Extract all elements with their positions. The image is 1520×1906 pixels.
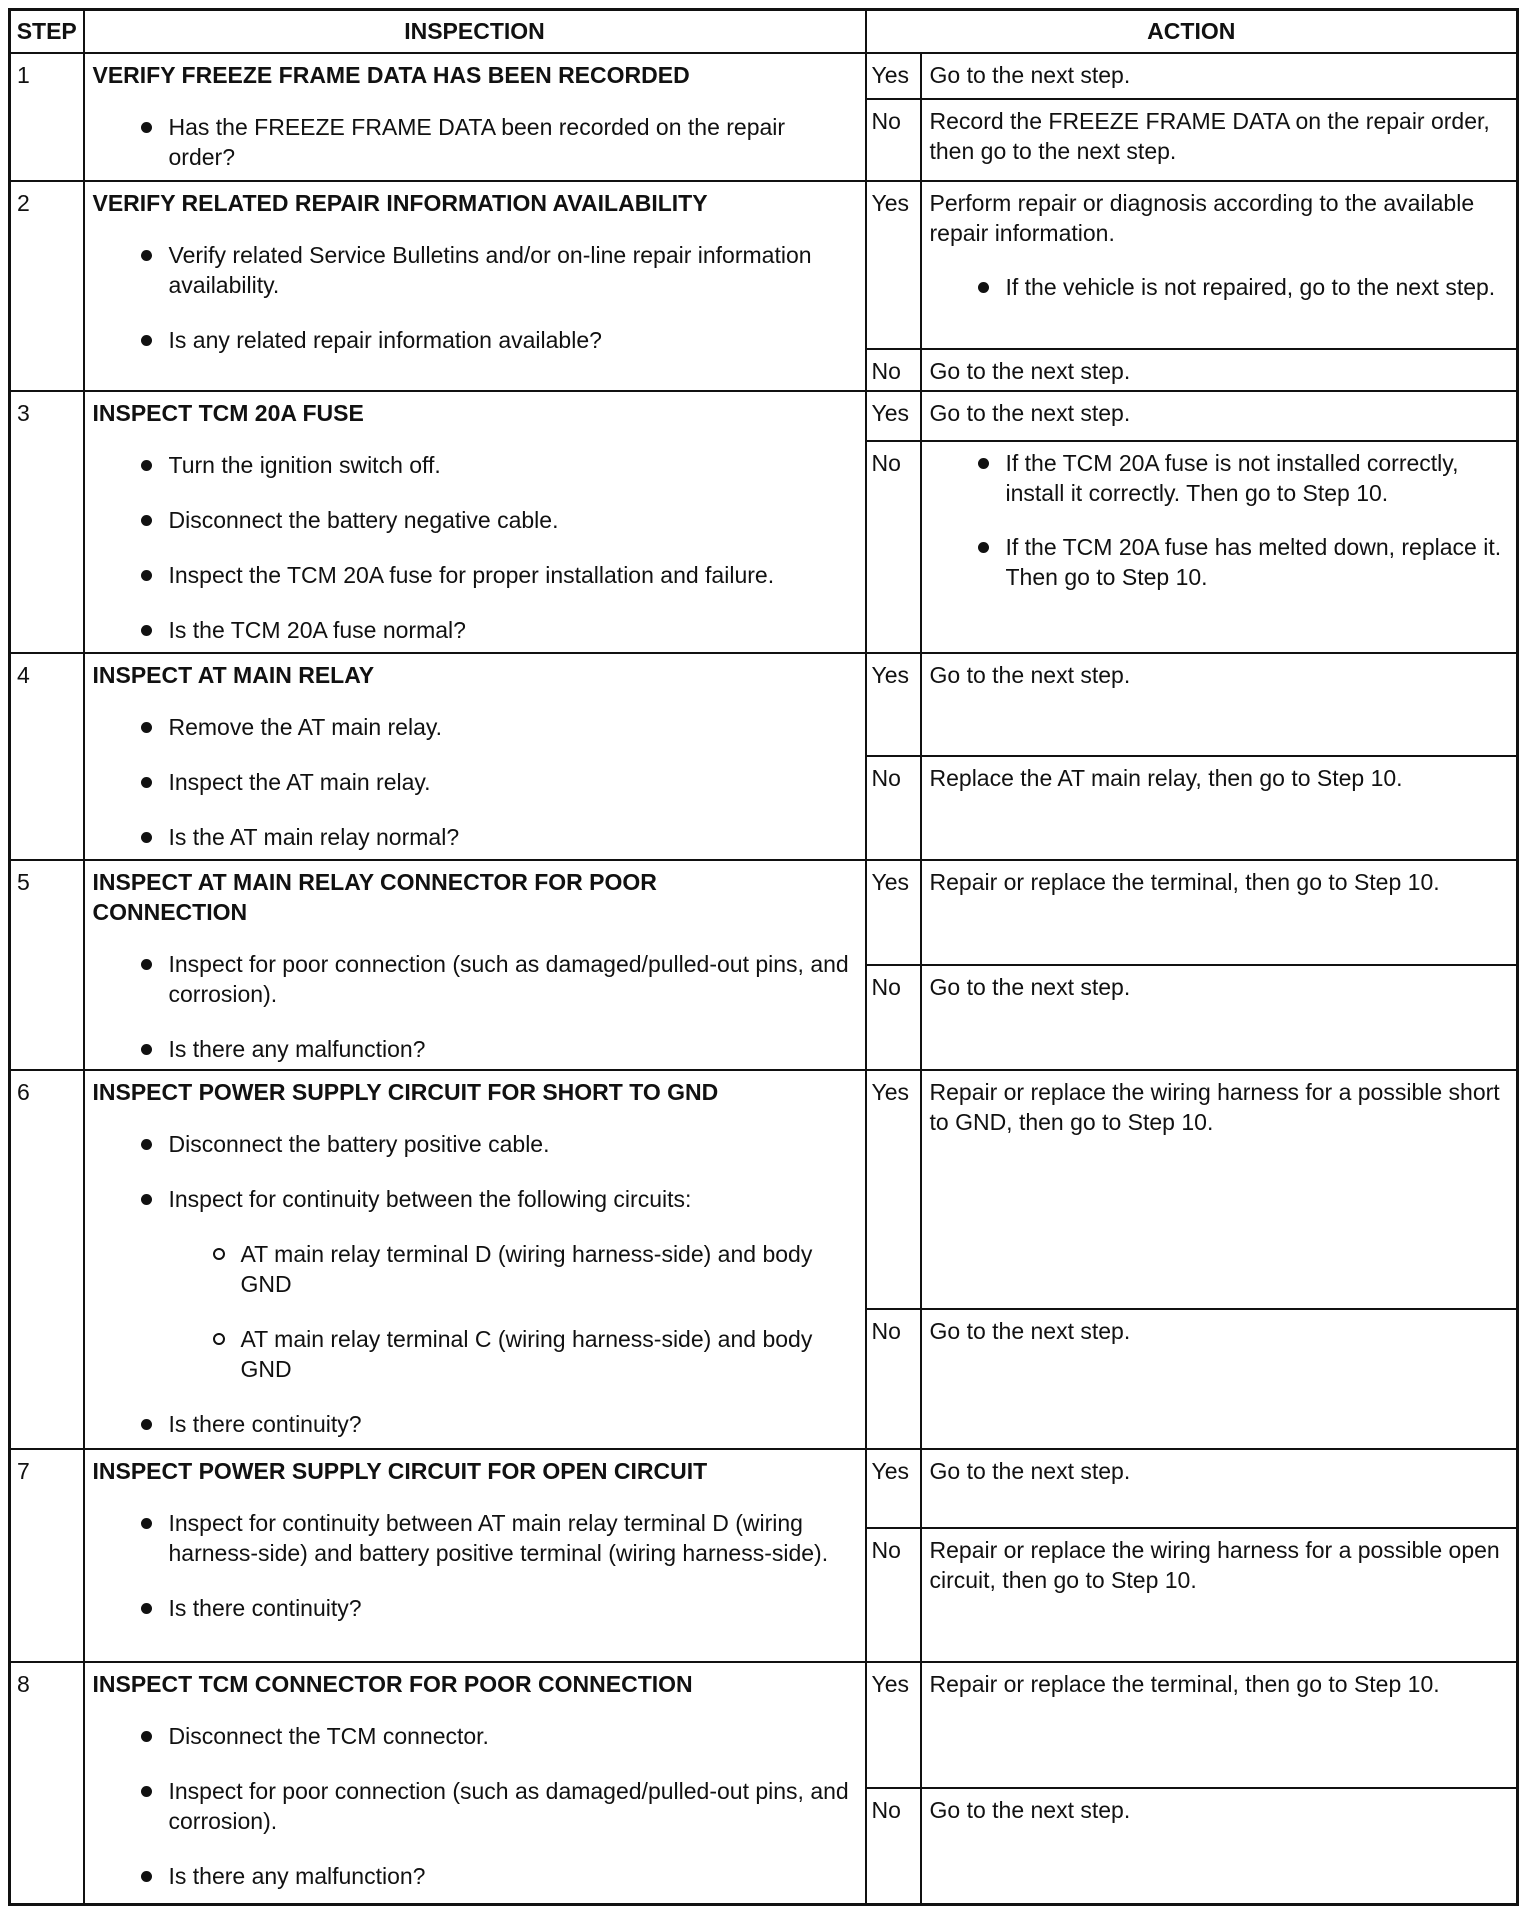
inspection-cell [84, 860, 866, 1070]
no-action: Go to the next step. [921, 349, 1518, 391]
no-action: Record the FREEZE FRAME DATA on the repair order, then go to the next step. [921, 99, 1518, 181]
no-label: No [866, 965, 921, 1070]
step-number: 3 [10, 391, 84, 653]
inspection-bullet: Is any related repair information available? [93, 325, 857, 355]
yes-action: Go to the next step. [921, 653, 1518, 756]
inspection-bullet: Remove the AT main relay. [93, 712, 857, 742]
action-column-header: ACTION [866, 10, 1518, 54]
inspection-sub-bullet: AT main relay terminal C (wiring harness-side) and body GND [167, 1324, 857, 1384]
step-title: INSPECT POWER SUPPLY CIRCUIT FOR OPEN CIRCUIT [92, 1458, 708, 1484]
step-number: 7 [10, 1449, 84, 1662]
table-header-row [10, 10, 1518, 54]
no-action: Go to the next step. [921, 965, 1518, 1070]
yes-label: Yes [866, 860, 921, 965]
step-title: INSPECT AT MAIN RELAY CONNECTOR FOR POOR CONNECTION [92, 869, 657, 925]
no-label: No [866, 756, 921, 860]
step-row-7 [10, 1449, 1518, 1528]
action-bullet: If the vehicle is not repaired, go to the next step. [930, 272, 1509, 302]
no-label: No [866, 1309, 921, 1449]
step-title: INSPECT TCM CONNECTOR FOR POOR CONNECTION [92, 1671, 693, 1697]
yes-label: Yes [866, 1070, 921, 1309]
yes-label: Yes [866, 391, 921, 441]
no-action: Go to the next step. [921, 1309, 1518, 1449]
no-action: Go to the next step. [921, 1788, 1518, 1904]
step-row-6 [10, 1070, 1518, 1309]
step-number: 4 [10, 653, 84, 860]
inspection-cell [84, 653, 866, 860]
inspection-bullet: Disconnect the battery negative cable. [93, 505, 857, 535]
inspection-cell [84, 1070, 866, 1449]
yes-action: Repair or replace the wiring harness for a possible short to GND, then go to Step 10. [921, 1070, 1518, 1309]
inspection-bullet: Is there any malfunction? [93, 1861, 857, 1891]
inspection-bullet: Is there continuity? [93, 1409, 857, 1439]
step-row-5 [10, 860, 1518, 965]
step-number: 6 [10, 1070, 84, 1449]
inspection-cell [84, 1449, 866, 1662]
yes-action: Repair or replace the terminal, then go to Step 10. [921, 860, 1518, 965]
yes-label: Yes [866, 181, 921, 349]
step-number: 8 [10, 1662, 84, 1904]
yes-action-cell [921, 181, 1518, 349]
inspection-bullet: Disconnect the battery positive cable. [93, 1129, 857, 1159]
step-row-3 [10, 391, 1518, 441]
no-label: No [866, 1788, 921, 1904]
no-label: No [866, 349, 921, 391]
step-row-2 [10, 181, 1518, 349]
inspection-bullet: Is the AT main relay normal? [93, 822, 857, 852]
inspection-bullet: Inspect for poor connection (such as damaged/pulled-out pins, and corrosion). [93, 949, 857, 1009]
inspection-column-header: INSPECTION [84, 10, 866, 54]
step-row-4 [10, 653, 1518, 756]
step-title: INSPECT POWER SUPPLY CIRCUIT FOR SHORT TO GND [92, 1079, 719, 1105]
action-bullet: If the TCM 20A fuse has melted down, replace it. Then go to Step 10. [930, 532, 1509, 592]
no-action: Repair or replace the wiring harness for a possible open circuit, then go to Step 10. [921, 1528, 1518, 1662]
step-title: INSPECT TCM 20A FUSE [92, 400, 364, 426]
inspection-bullet: Disconnect the TCM connector. [93, 1721, 857, 1751]
step-number: 2 [10, 181, 84, 391]
inspection-bullet: Is there any malfunction? [93, 1034, 857, 1064]
yes-action: Go to the next step. [921, 391, 1518, 441]
inspection-bullet: Is there continuity? [93, 1593, 857, 1623]
no-label: No [866, 1528, 921, 1662]
inspection-bullet: Has the FREEZE FRAME DATA been recorded on the repair order? [93, 112, 857, 172]
step-column-header: STEP [10, 10, 84, 54]
step-row-8 [10, 1662, 1518, 1788]
yes-action: Go to the next step. [921, 1449, 1518, 1528]
yes-label: Yes [866, 53, 921, 99]
inspection-bullet: Inspect the TCM 20A fuse for proper installation and failure. [93, 560, 857, 590]
inspection-bullet: Verify related Service Bulletins and/or on-line repair information availability. [93, 240, 857, 300]
no-label: No [866, 441, 921, 653]
no-action: Replace the AT main relay, then go to Step 10. [921, 756, 1518, 860]
inspection-bullet: Inspect for continuity between AT main relay terminal D (wiring harness-side) and battery positive terminal (wiring harness-side). [93, 1508, 857, 1568]
inspection-bullet: Turn the ignition switch off. [93, 450, 857, 480]
inspection-cell [84, 1662, 866, 1904]
step-title: INSPECT AT MAIN RELAY [92, 662, 375, 688]
yes-action: Go to the next step. [921, 53, 1518, 99]
inspection-cell [84, 391, 866, 653]
inspection-bullet: Is the TCM 20A fuse normal? [93, 615, 857, 645]
yes-action: Perform repair or diagnosis according to the available repair information. [929, 190, 1475, 246]
yes-label: Yes [866, 1449, 921, 1528]
yes-action: Repair or replace the terminal, then go to Step 10. [921, 1662, 1518, 1788]
inspection-bullet: Inspect for continuity between the following circuits: [93, 1184, 857, 1214]
inspection-bullet: Inspect for poor connection (such as damaged/pulled-out pins, and corrosion). [93, 1776, 857, 1836]
step-title: VERIFY RELATED REPAIR INFORMATION AVAILABILITY [92, 190, 708, 216]
inspection-bullet: Inspect the AT main relay. [93, 767, 857, 797]
no-label: No [866, 99, 921, 181]
step-number: 1 [10, 53, 84, 181]
inspection-sub-bullet: AT main relay terminal D (wiring harness-side) and body GND [167, 1239, 857, 1299]
step-number: 5 [10, 860, 84, 1070]
no-action-cell [921, 441, 1518, 653]
diagnostic-procedure-table [8, 8, 1519, 1906]
inspection-cell [84, 181, 866, 391]
yes-label: Yes [866, 1662, 921, 1788]
inspection-cell [84, 53, 866, 181]
yes-label: Yes [866, 653, 921, 756]
step-title: VERIFY FREEZE FRAME DATA HAS BEEN RECORDED [92, 62, 690, 88]
step-row-1 [10, 53, 1518, 99]
action-bullet: If the TCM 20A fuse is not installed correctly, install it correctly. Then go to Step 10. [930, 448, 1509, 508]
